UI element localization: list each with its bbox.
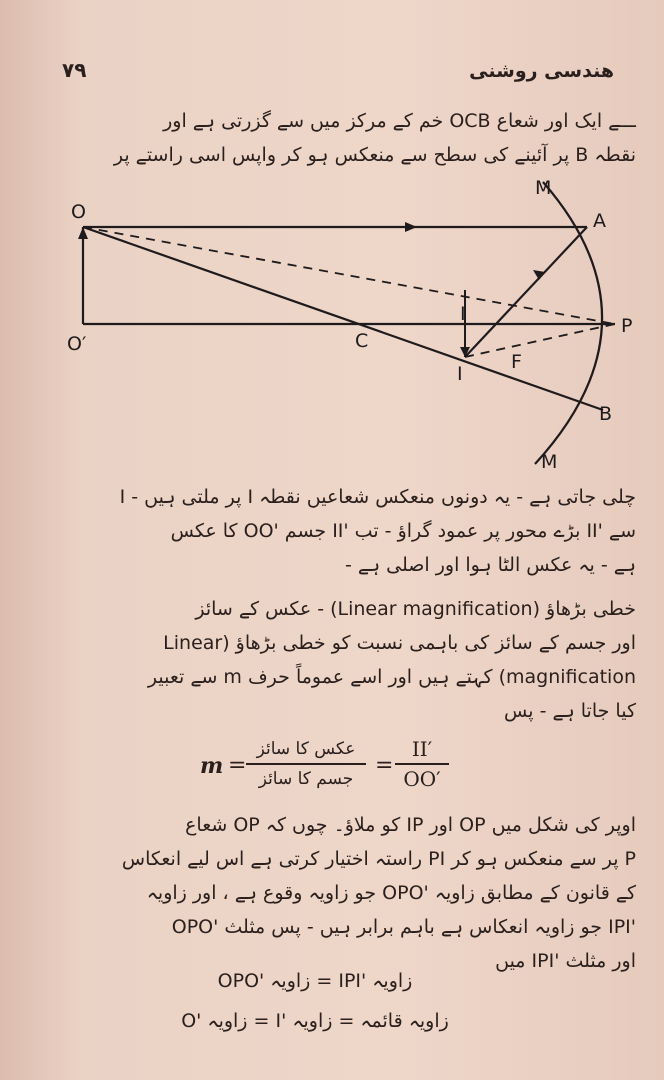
text-line: اوپر کی شکل میں OP اور IP کو ملاؤ۔ چوں کہ OP شعاع <box>185 814 636 836</box>
label-I-prime: I <box>460 303 466 325</box>
text-line: magnification) کہتے ہیں اور اسے عموماً حرف m سے تعبیر <box>147 666 636 688</box>
text-line: اور مثلث 'IPI میں <box>495 950 636 972</box>
label-B: B <box>599 403 613 425</box>
arrowhead-icon <box>405 222 417 232</box>
reflected-ray <box>465 227 587 357</box>
equation-right-angles: زاویہ قائمہ = زاویہ 'I = زاویہ 'O <box>181 1010 449 1032</box>
label-O: O <box>71 201 86 223</box>
text-line: سے 'II بڑے محور پر عمود گراؤ - تب 'II جسم 'OO کا عکس <box>170 520 636 542</box>
label-O-prime: O′ <box>67 333 87 355</box>
magnification-formula <box>190 736 490 800</box>
formula-equals: = <box>375 753 394 778</box>
page-header <box>62 58 624 90</box>
text-line: کے قانون کے مطابق زاویہ 'OPO جو زاویہ وقوع ہے ، اور زاویہ <box>146 882 636 904</box>
text-line: ـــے ایک اور شعاع OCB خم کے مرکز میں سے گزرتی ہے اور <box>163 110 636 132</box>
formula-symbol-m: m <box>200 753 224 779</box>
text-line: چلی جاتی ہے - یہ دونوں منعکس شعاعیں نقطہ I پر ملتی ہیں - I <box>119 486 636 508</box>
paragraph-1 <box>60 104 636 172</box>
ray-through-centre <box>83 227 603 410</box>
label-I: I <box>457 363 463 385</box>
formula-equals: = <box>228 753 247 778</box>
concave-mirror-ray-diagram <box>55 172 655 472</box>
running-title: هندسی روشنی <box>469 60 614 82</box>
label-F: F <box>511 351 522 373</box>
label-P: P <box>621 315 633 337</box>
fraction-denominator: OO′ <box>403 767 441 791</box>
fraction-numerator: عکس کا سائز <box>256 739 356 759</box>
paragraph-4 <box>60 808 636 978</box>
page-number: ۷۹ <box>62 58 87 82</box>
fraction-denominator: جسم کا سائز <box>258 769 354 789</box>
paragraph-2 <box>60 480 636 582</box>
text-line: P پر سے منعکس ہو کر PI راستہ اختیار کرتی ہے اس لیے انعکاس <box>121 848 636 870</box>
formula-fraction-words <box>246 736 366 792</box>
label-M-bottom: M <box>541 451 558 472</box>
label-M-top: M <box>535 177 552 199</box>
text-line: اور جسم کے سائز کی باہمی نسبت کو خطی بڑھاؤ (Linear <box>163 632 636 654</box>
text-line: ہے - یہ عکس الٹا ہوا اور اصلی ہے - <box>344 554 636 576</box>
text-line: کیا جاتا ہے - پس <box>504 700 636 722</box>
paragraph-3 <box>60 592 636 728</box>
fraction-numerator: II′ <box>411 737 433 761</box>
text-line: خطی بڑھاؤ (Linear magnification) - عکس کے سائز <box>195 598 636 620</box>
text-line: 'IPI جو زاویہ انعکاس ہے باہم برابر ہیں - پس مثلث 'OPO <box>171 916 636 938</box>
dashed-IP <box>465 324 615 357</box>
label-C: C <box>355 330 369 352</box>
label-A: A <box>593 210 606 232</box>
equation-angles-equal: زاویہ 'IPI = زاویہ 'OPO <box>217 970 413 992</box>
formula-fraction-symbols <box>395 736 449 792</box>
dashed-OP <box>83 227 615 324</box>
fraction-bar <box>246 763 366 765</box>
fraction-bar <box>395 763 449 765</box>
text-line: نقطہ B پر آئینے کی سطح سے منعکس ہو کر واپس اسی راستے پر <box>113 144 636 166</box>
